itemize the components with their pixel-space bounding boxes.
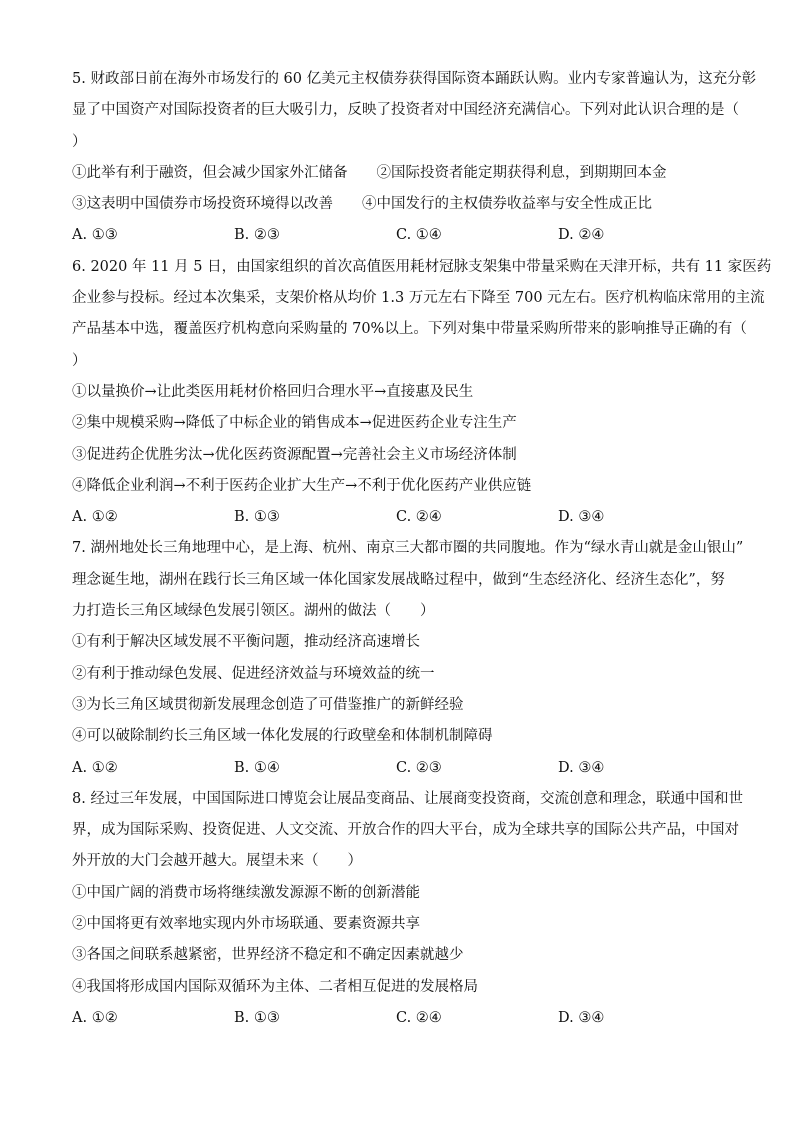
question-6-options — [72, 502, 722, 533]
question-7-option-c: C. ②③ — [396, 759, 442, 776]
question-5-line-3: ） — [72, 133, 87, 150]
question-list — [72, 64, 772, 1034]
question-7-option-a: A. ①② — [72, 759, 118, 776]
question-5-option-a: A. ①③ — [72, 227, 118, 244]
question-5-option-b: B. ②③ — [234, 227, 280, 244]
question-5-option-c: C. ①④ — [396, 227, 442, 244]
question-6-option-d: D. ③④ — [558, 509, 605, 526]
question-7-statement-3: ③为长三角区域贯彻新发展理念创造了可借鉴推广的新鲜经验 — [72, 696, 464, 713]
question-6-option-c: C. ②④ — [396, 509, 442, 526]
question-6 — [72, 252, 772, 534]
question-5-line-1: 5. 财政部日前在海外市场发行的 60 亿美元主权债券获得国际资本踊跃认购。业内专家普遍认为，这充分彰 — [72, 71, 757, 87]
question-5-statement-1-2: ①此举有利于融资，但会减少国家外汇储备 ②国际投资者能定期获得利息，到期期回本金 — [72, 164, 667, 181]
question-8-option-c: C. ②④ — [396, 1009, 442, 1026]
question-6-statement-3: ③促进药企优胜劣汰→优化医药资源配置→完善社会主义市场经济体制 — [72, 446, 517, 463]
question-7-line-2: 理念诞生地，湖州在践行长三角区域一体化国家发展战略过程中，做到“生态经济化、经济生态化”，努 — [72, 571, 725, 588]
question-5-options — [72, 220, 722, 251]
question-8-option-d: D. ③④ — [558, 1009, 605, 1026]
question-6-line-1: 6. 2020 年 11 月 5 日，由国家组织的首次高值医用耗材冠脉支架集中带量采购在天津开标，共有 11 家医药 — [72, 258, 772, 275]
question-8-option-a: A. ①② — [72, 1009, 118, 1026]
question-8-statement-4: ④我国将形成国内国际双循环为主体、二者相互促进的发展格局 — [72, 978, 478, 995]
question-6-line-4: ） — [72, 352, 87, 369]
question-8 — [72, 784, 743, 1034]
question-5-statement-3-4: ③这表明中国债券市场投资环境得以改善 ④中国发行的主权债券收益率与安全性成正比 — [72, 196, 652, 213]
question-7-line-3: 力打造长三角区域绿色发展引领区。湖州的做法（ ） — [72, 603, 435, 620]
question-8-line-3: 外开放的大门会越开越大。展望未来（ ） — [72, 853, 362, 870]
question-7-option-d: D. ③④ — [558, 759, 605, 776]
question-6-statement-4: ④降低企业利润→不利于医药企业扩大生产→不利于优化医药产业供应链 — [72, 477, 532, 494]
question-5 — [72, 64, 757, 252]
question-5-option-d: D. ②④ — [558, 227, 605, 244]
question-7-statement-2: ②有利于推动绿色发展、促进经济效益与环境效益的统一 — [72, 665, 435, 682]
question-7-options — [72, 753, 722, 784]
question-6-line-2: 企业参与投标。经过本次集采，支架价格从均价 1.3 万元左右下降至 700 元左右。医疗机构临床常用的主流 — [72, 290, 765, 307]
question-8-statement-3: ③各国之间联系越紧密，世界经济不稳定和不确定因素就越少 — [72, 947, 464, 964]
question-8-line-1: 8. 经过三年发展，中国国际进口博览会让展品变商品、让展商变投资商，交流创意和理念，联通中国和世 — [72, 790, 743, 807]
question-6-statement-1: ①以量换价→让此类医用耗材价格回归合理水平→直接惠及民生 — [72, 383, 474, 400]
question-8-option-b: B. ①③ — [234, 1009, 280, 1026]
question-6-statement-2: ②集中规模采购→降低了中标企业的销售成本→促进医药企业专注生产 — [72, 415, 517, 432]
question-6-option-a: A. ①② — [72, 509, 118, 526]
question-8-line-2: 界，成为国际采购、投资促进、人文交流、开放合作的四大平台，成为全球共享的国际公共产品，中国对 — [72, 822, 739, 839]
question-5-line-2: 显了中国资产对国际投资者的巨大吸引力，反映了投资者对中国经济充满信心。下列对此认识合理的是（ — [72, 102, 739, 119]
question-7-option-b: B. ①④ — [234, 759, 280, 776]
question-8-options — [72, 1003, 722, 1034]
question-7-line-1: 7. 湖州地处长三角地理中心，是上海、杭州、南京三大都市圈的共同腹地。作为“绿水青山就是金山银山” — [72, 540, 744, 557]
question-8-statement-1: ①中国广阔的消费市场将继续激发源源不断的创新潜能 — [72, 884, 420, 901]
question-7 — [72, 533, 744, 783]
question-7-statement-1: ①有利于解决区域发展不平衡问题，推动经济高速增长 — [72, 634, 420, 651]
question-8-statement-2: ②中国将更有效率地实现内外市场联通、要素资源共享 — [72, 916, 420, 933]
question-6-option-b: B. ①③ — [234, 509, 280, 526]
question-6-line-3: 产品基本中选，覆盖医疗机构意向采购量的 70%以上。下列对集中带量采购所带来的影响推导正确的有（ — [72, 321, 747, 338]
question-7-statement-4: ④可以破除制约长三角区域一体化发展的行政壁垒和体制机制障碍 — [72, 728, 493, 745]
